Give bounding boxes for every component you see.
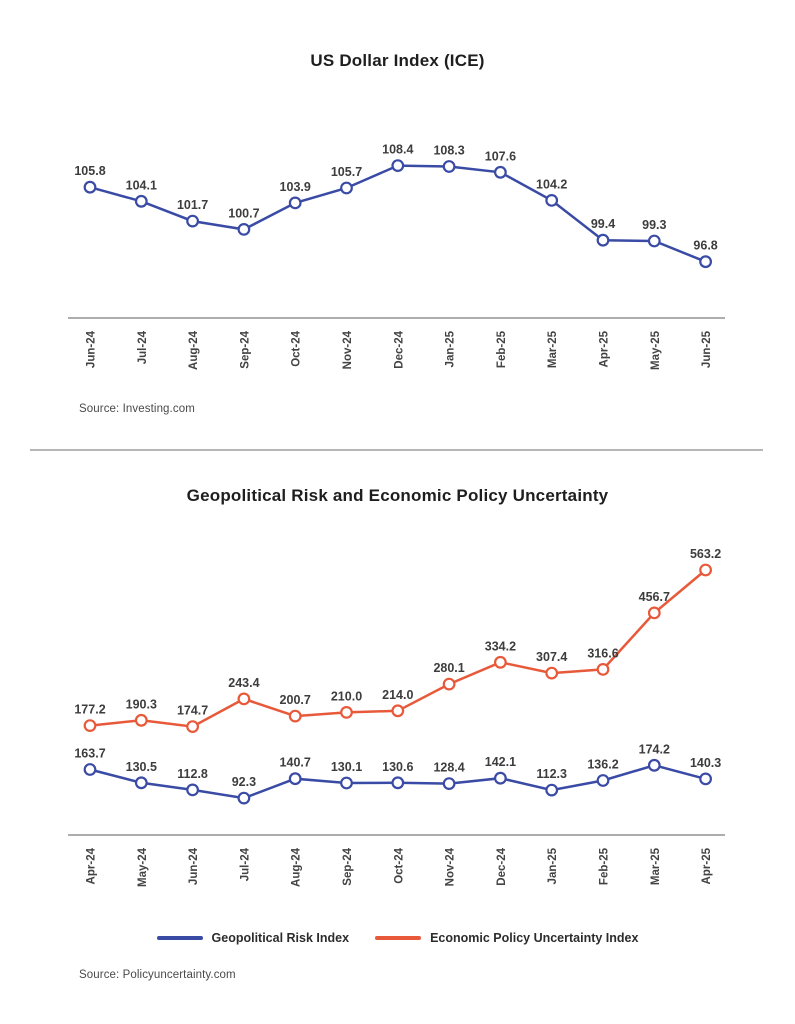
data-point-label: 136.2 [587, 757, 619, 772]
data-point-label: 101.7 [176, 198, 209, 213]
data-point-label: 316.6 [587, 646, 619, 661]
data-point-label: 99.3 [642, 218, 667, 232]
x-tick-label: Jul-24 [136, 331, 149, 365]
series-line [90, 166, 706, 262]
gpr-epu-source-note: Source: Policyuncertainty.com [79, 969, 236, 981]
x-tick-label: Apr-25 [701, 848, 714, 885]
data-point-marker [649, 608, 660, 619]
data-point-label: 96.8 [693, 238, 718, 253]
data-point-label: 140.3 [689, 755, 722, 770]
data-point-marker [85, 764, 96, 775]
x-tick-label: Nov-24 [342, 331, 354, 370]
usd-index-source-note: Source: Investing.com [79, 403, 195, 415]
data-point-label: 104.2 [536, 177, 568, 192]
data-point-label: 190.3 [125, 697, 157, 712]
data-point-label: 105.8 [74, 164, 106, 179]
data-point-marker [136, 778, 147, 789]
x-tick-label: Aug-24 [188, 331, 201, 370]
data-point-marker [290, 198, 301, 209]
x-tick-label: Dec-24 [393, 331, 406, 369]
data-point-label: 163.7 [74, 746, 106, 761]
data-point-marker [187, 721, 198, 732]
data-point-label: 177.2 [74, 702, 106, 717]
data-point-marker [290, 773, 301, 784]
data-point-label: 100.7 [228, 206, 260, 221]
usd-index-chart-title: US Dollar Index (ICE) [310, 51, 485, 70]
data-point-label: 92.3 [231, 775, 257, 790]
data-point-marker [290, 711, 301, 722]
data-point-marker [187, 216, 198, 227]
data-point-label: 103.9 [279, 179, 311, 194]
data-point-label: 210.0 [330, 689, 363, 704]
x-tick-label: Dec-24 [495, 848, 508, 886]
data-point-label: 174.7 [176, 703, 209, 718]
data-point-marker [444, 679, 455, 690]
data-point-label: 140.7 [279, 755, 311, 770]
x-tick-label: Jun-24 [188, 848, 201, 886]
data-point-marker [136, 715, 147, 726]
data-point-marker [700, 256, 711, 267]
data-point-marker [598, 235, 609, 246]
data-point-label: 104.1 [125, 178, 157, 193]
x-tick-label: Mar-25 [649, 848, 662, 886]
data-point-label: 107.6 [484, 149, 517, 164]
data-point-marker [136, 196, 147, 207]
gpr-epu-chart-title: Geopolitical Risk and Economic Policy Uncertainty [186, 486, 609, 505]
gpr-epu-legend [0, 931, 795, 945]
data-point-marker [187, 785, 198, 796]
data-point-label: 200.7 [279, 693, 311, 708]
data-point-label: 108.4 [382, 142, 414, 157]
data-point-label: 563.2 [689, 547, 722, 561]
data-point-marker [649, 236, 660, 247]
data-point-label: 174.2 [638, 742, 670, 757]
data-point-marker [495, 167, 506, 178]
x-tick-label: Apr-24 [85, 848, 98, 885]
legend-swatch-geopolitical-risk [157, 936, 203, 940]
x-tick-label: May-24 [136, 848, 149, 887]
x-tick-label: Sep-24 [239, 331, 252, 369]
data-point-marker [495, 657, 506, 668]
x-tick-label: Jan-25 [547, 848, 560, 885]
x-tick-label: Jul-24 [239, 848, 252, 882]
gpr-epu-plot [0, 455, 795, 905]
x-tick-label: Jun-24 [85, 331, 98, 369]
x-tick-label: Jun-25 [701, 331, 714, 369]
data-point-label: 334.2 [484, 639, 517, 654]
data-point-marker [239, 224, 250, 235]
data-point-marker [444, 161, 455, 172]
data-point-marker [239, 793, 250, 804]
x-tick-label: Nov-24 [444, 848, 457, 887]
x-tick-label: May-25 [649, 331, 662, 370]
data-point-marker [700, 774, 711, 785]
x-tick-label: Oct-24 [393, 848, 406, 884]
data-point-label: 307.4 [536, 650, 568, 665]
x-tick-label: Feb-25 [495, 331, 508, 369]
usd-index-plot [0, 0, 795, 400]
data-point-label: 243.4 [228, 675, 260, 690]
data-point-marker [393, 706, 404, 717]
x-tick-label: Jan-25 [444, 331, 457, 368]
data-point-marker [341, 778, 352, 789]
data-point-marker [85, 182, 96, 193]
data-point-label: 112.8 [177, 766, 208, 781]
x-tick-label: Apr-25 [598, 331, 611, 368]
data-point-marker [341, 183, 352, 194]
data-point-marker [341, 707, 352, 718]
x-tick-label: Aug-24 [290, 848, 303, 887]
data-point-label: 456.7 [638, 589, 670, 604]
data-point-marker [495, 773, 506, 784]
data-point-label: 128.4 [433, 760, 465, 775]
data-point-marker [546, 785, 557, 796]
data-point-marker [649, 760, 660, 771]
data-point-label: 99.4 [590, 217, 616, 232]
x-tick-label: Sep-24 [342, 848, 354, 886]
section-divider [30, 449, 763, 451]
data-point-marker [700, 565, 711, 576]
x-tick-label: Mar-25 [547, 331, 560, 369]
data-point-label: 112.3 [536, 767, 567, 782]
data-point-marker [85, 720, 96, 731]
legend-label-geopolitical-risk: Geopolitical Risk Index [211, 931, 350, 945]
data-point-label: 130.6 [382, 759, 414, 774]
data-point-label: 214.0 [382, 687, 414, 702]
data-point-label: 130.5 [125, 759, 157, 774]
legend-label-economic-policy-uncertainty: Economic Policy Uncertainty Index [430, 931, 639, 945]
data-point-marker [393, 778, 404, 789]
data-point-marker [598, 664, 609, 675]
data-point-marker [546, 195, 557, 206]
legend-swatch-economic-policy-uncertainty [375, 936, 421, 940]
data-point-marker [239, 694, 250, 705]
data-point-label: 280.1 [433, 661, 465, 676]
x-tick-label: Oct-24 [290, 331, 303, 367]
data-point-marker [598, 775, 609, 786]
x-tick-label: Feb-25 [598, 848, 611, 886]
data-point-marker [444, 778, 455, 789]
data-point-marker [393, 160, 404, 171]
data-point-label: 142.1 [484, 755, 517, 770]
data-point-marker [546, 668, 557, 679]
data-point-label: 130.1 [330, 760, 363, 774]
data-point-label: 108.3 [433, 143, 465, 158]
data-point-label: 105.7 [330, 165, 363, 179]
